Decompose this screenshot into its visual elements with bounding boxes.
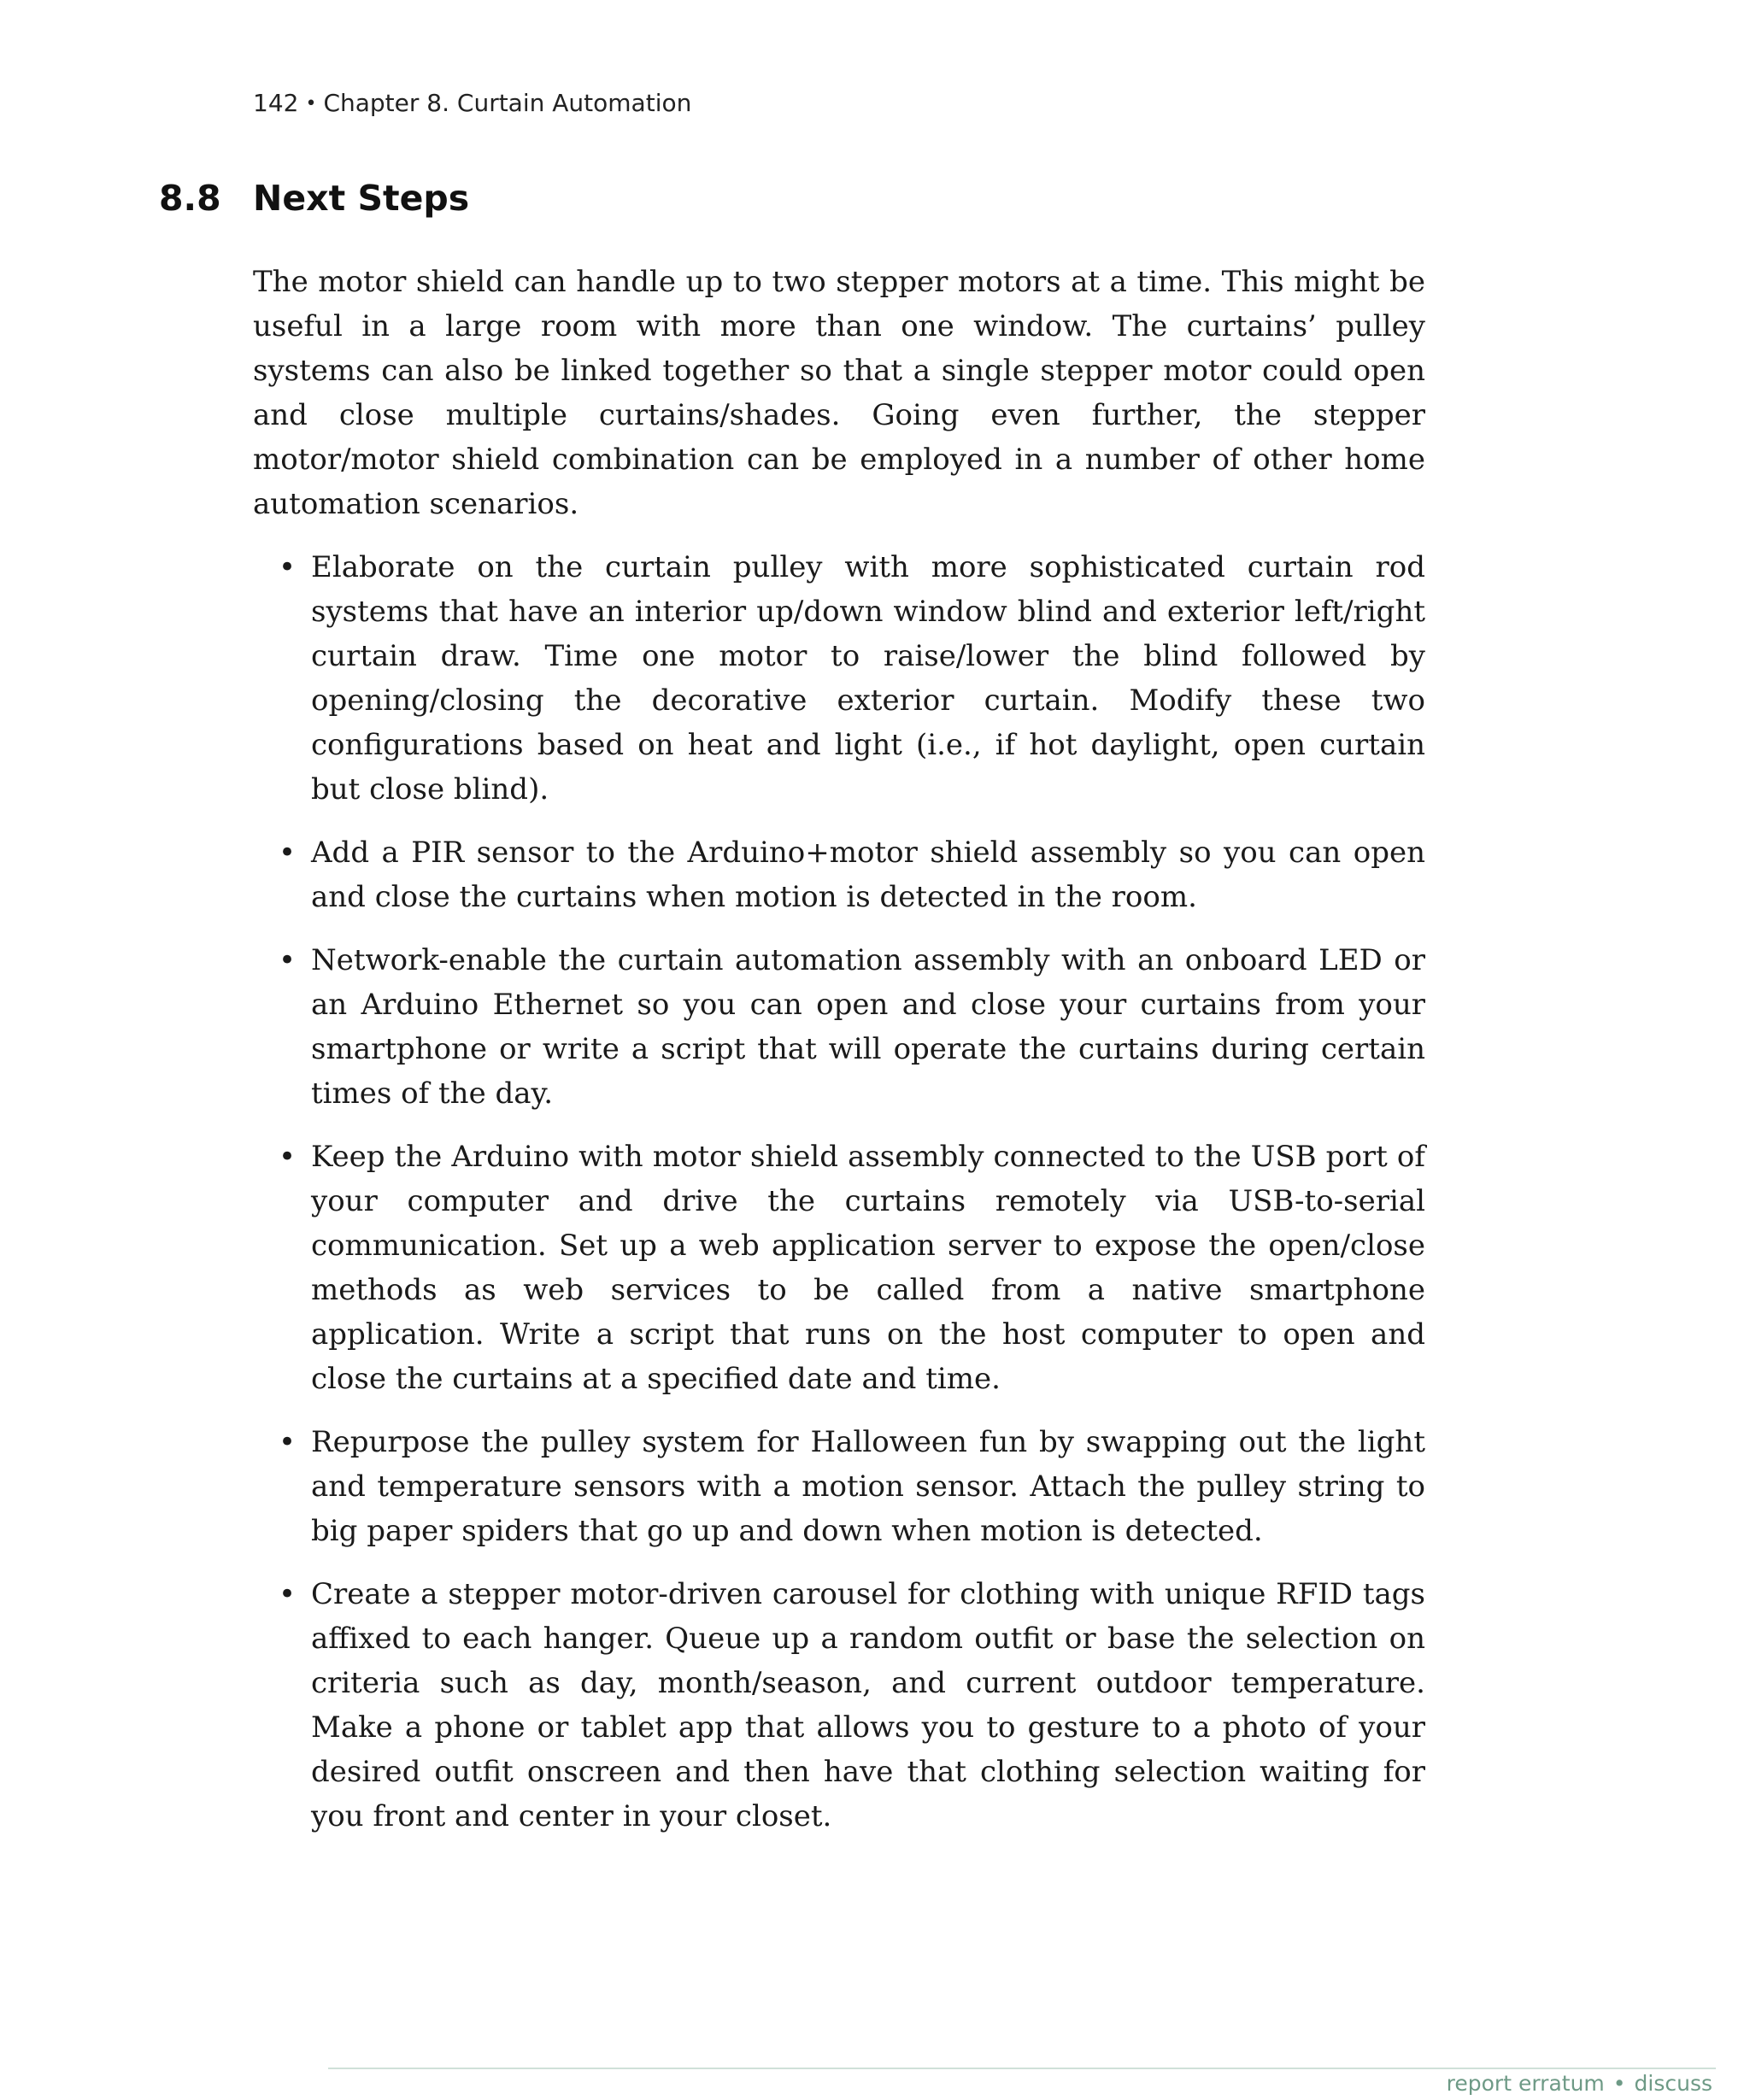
running-head-separator: • <box>305 93 317 114</box>
list-item-text: Network-enable the curtain automation assembly with an onboard LED or an Arduino Ethernet so you can open and close your curtains from your smartphone or write a script that will operate the curtains during certain times of the day. <box>311 943 1425 1111</box>
bullet-icon: • <box>279 1425 297 1459</box>
discuss-link[interactable]: discuss <box>1634 2071 1712 2096</box>
chapter-title: Chapter 8. Curtain Automation <box>323 89 692 117</box>
intro-paragraph: The motor shield can handle up to two stepper motors at a time. This might be useful in a large room with more than one window. The curtains’ pulley systems can also be linked together so that a single stepper motor could open and close multiple curtains/shades. Going even further, the stepper motor/motor shield combination can be employed in a number of other home automation scenarios. <box>253 265 1425 521</box>
bullet-icon: • <box>279 550 297 584</box>
next-steps-list <box>253 545 1425 1839</box>
section-number: 8.8 <box>159 178 221 219</box>
list-item-text: Elaborate on the curtain pulley with more sophisticated curtain rod systems that have an interior up/down window blind and exterior left/right curtain draw. Time one motor to raise/lower the blind followed by opening/closing the decorative exterior curtain. Modify these two configurations based on heat and light (i.e., if hot daylight, open curtain but close blind). <box>311 550 1425 807</box>
list-item <box>253 938 1425 1116</box>
page-number: 142 <box>253 89 299 117</box>
list-item <box>253 1135 1425 1401</box>
bullet-icon: • <box>279 1140 297 1174</box>
bullet-icon: • <box>279 1577 297 1611</box>
list-item <box>253 1420 1425 1553</box>
list-item-text: Add a PIR sensor to the Arduino+motor shield assembly so you can open and close the curtains when motion is detected in the room. <box>311 836 1425 914</box>
section-heading <box>159 178 469 219</box>
running-head <box>253 89 691 117</box>
list-item-text: Create a stepper motor-driven carousel for clothing with unique RFID tags affixed to each hanger. Queue up a random outfit or base the selection on criteria such as day, month/season, and current outdoor temperature. Make a phone or tablet app that allows you to gesture to a photo of your desired outfit onscreen and then have that clothing selection waiting for you front and center in your closet. <box>311 1577 1425 1833</box>
footer-links <box>1447 2071 1712 2096</box>
body-text <box>253 260 1425 1857</box>
footer-separator: • <box>1612 2071 1626 2096</box>
footer-divider <box>328 2068 1716 2069</box>
list-item-text: Keep the Arduino with motor shield assembly connected to the USB port of your computer and drive the curtains remotely via USB-to-serial communication. Set up a web application server to expose the open/close methods as web services to be called from a native smartphone application. Write a script that runs on the host computer to open and close the curtains at a specified date and time. <box>311 1140 1425 1396</box>
list-item-text: Repurpose the pulley system for Halloween fun by swapping out the light and temperature sensors with a motion sensor. Attach the pulley string to big paper spiders that go up and down when motion is detected. <box>311 1425 1425 1548</box>
list-item <box>253 545 1425 812</box>
report-erratum-link[interactable]: report erratum <box>1446 2071 1605 2096</box>
bullet-icon: • <box>279 836 297 870</box>
section-title: Next Steps <box>253 178 470 219</box>
bullet-icon: • <box>279 943 297 977</box>
list-item <box>253 1572 1425 1839</box>
list-item <box>253 830 1425 919</box>
